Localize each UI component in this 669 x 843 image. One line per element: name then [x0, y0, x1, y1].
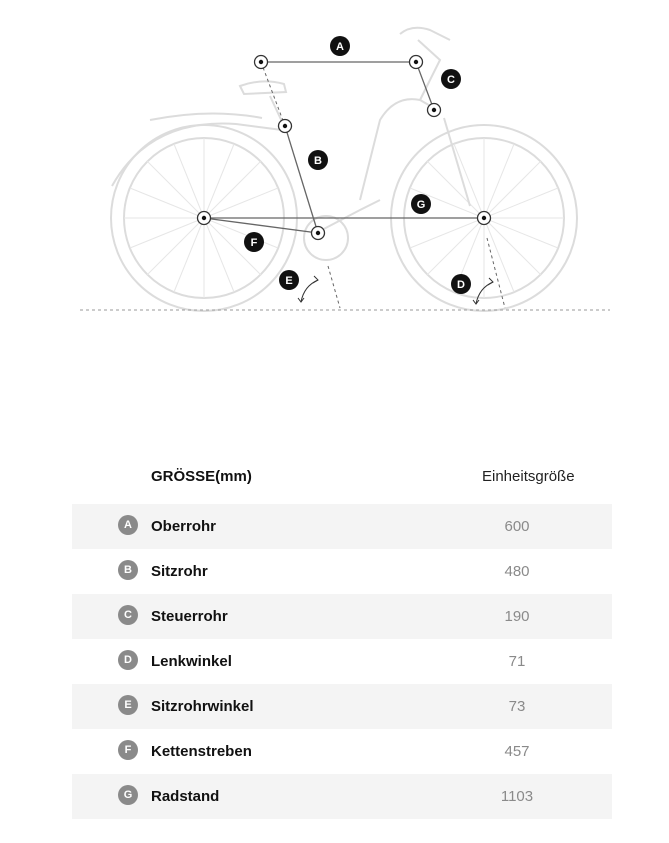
point-seat-top	[255, 56, 268, 69]
row-name: Sitzrohr	[151, 563, 208, 580]
svg-text:G: G	[416, 199, 426, 211]
svg-text:F: F	[250, 237, 258, 249]
svg-text:D: D	[457, 279, 465, 291]
point-head-top	[410, 56, 423, 69]
table-row	[72, 504, 612, 549]
point-rear-axle	[198, 212, 211, 225]
row-value: 71	[508, 653, 526, 670]
label-a	[330, 36, 350, 56]
bike-silhouette	[111, 28, 577, 311]
extension-lines	[261, 62, 505, 308]
point-head-bottom	[428, 104, 441, 117]
table-row	[72, 774, 612, 819]
svg-text:E: E	[285, 275, 293, 287]
row-name: Sitzrohrwinkel	[151, 698, 254, 715]
row-name: Lenkwinkel	[151, 653, 232, 670]
row-letter-badge: B	[118, 560, 138, 580]
row-letter-badge: G	[118, 785, 138, 805]
svg-text:A: A	[336, 41, 344, 53]
table-row	[72, 549, 612, 594]
table-row	[72, 639, 612, 684]
table-row	[72, 684, 612, 729]
row-name: Radstand	[151, 788, 220, 805]
row-name: Oberrohr	[151, 518, 217, 535]
unit-column-header: Einheitsgröße	[482, 468, 575, 485]
geometry-table	[72, 504, 612, 819]
row-value: 73	[508, 698, 526, 715]
label-b	[308, 150, 328, 170]
row-value: 190	[504, 608, 530, 625]
svg-text:C: C	[447, 74, 455, 86]
label-c	[441, 69, 461, 89]
label-f	[244, 232, 264, 252]
row-letter-badge: E	[118, 695, 138, 715]
point-bottom-bracket	[312, 227, 325, 240]
label-g	[411, 194, 431, 214]
label-d	[451, 274, 471, 294]
row-name: Steuerrohr	[151, 608, 228, 625]
label-e	[279, 270, 299, 290]
row-letter-badge: D	[118, 650, 138, 670]
row-name: Kettenstreben	[151, 743, 252, 760]
table-row	[72, 729, 612, 774]
row-letter-badge: F	[118, 740, 138, 760]
row-value: 600	[504, 518, 530, 535]
geometry-lines	[204, 62, 484, 233]
point-seat-tube	[279, 120, 292, 133]
size-column-header: GRÖSSE(mm)	[151, 468, 252, 485]
point-front-axle	[478, 212, 491, 225]
table-row	[72, 594, 612, 639]
row-value: 1103	[500, 788, 534, 805]
row-value: 480	[504, 563, 530, 580]
svg-text:B: B	[314, 155, 322, 167]
row-letter-badge: A	[118, 515, 138, 535]
bike-geometry-diagram	[0, 0, 669, 330]
row-letter-badge: C	[118, 605, 138, 625]
row-value: 457	[504, 743, 530, 760]
